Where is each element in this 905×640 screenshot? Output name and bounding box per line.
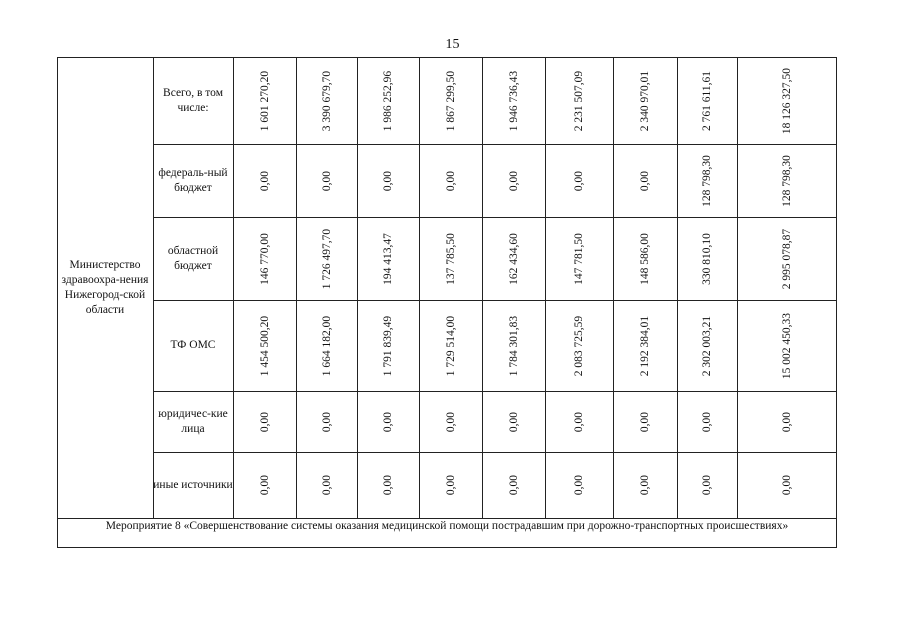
value-text: 0,00 (507, 411, 520, 432)
value-cell (613, 452, 677, 518)
budget-table (57, 57, 837, 548)
value-text: 18 126 327,50 (781, 67, 793, 134)
value-text: 1 986 252,96 (382, 70, 394, 131)
value-cell (482, 452, 545, 518)
value-text: 0,00 (639, 170, 651, 191)
value-text: 0,00 (573, 170, 585, 191)
funding-source-label: иные источники (153, 478, 233, 491)
funding-source-label: Всего, в том числе: (163, 86, 223, 114)
value-text: 1 784 301,83 (507, 315, 520, 376)
value-cell (357, 452, 419, 518)
value-cell (419, 300, 482, 391)
value-cell (482, 144, 545, 217)
value-cell (419, 391, 482, 452)
value-text: 137 785,50 (444, 232, 457, 285)
value-cell (737, 391, 837, 452)
ministry-cell: Министерство здравоохра-нения Нижегород-ской области (61, 258, 149, 316)
value-cell (545, 144, 613, 217)
value-cell (357, 57, 419, 144)
table-rule (57, 57, 58, 548)
funding-source-label: федераль-ный бюджет (158, 166, 228, 194)
value-cell (482, 57, 545, 144)
value-text: 2 340 970,01 (639, 70, 651, 131)
value-cell (233, 217, 296, 300)
value-cell (545, 217, 613, 300)
value-cell (233, 144, 296, 217)
value-cell (737, 452, 837, 518)
value-text: 0,00 (258, 411, 271, 432)
value-cell (677, 217, 737, 300)
funding-source-label: ТФ ОМС (170, 339, 216, 351)
value-cell (545, 452, 613, 518)
value-text: 0,00 (258, 170, 271, 191)
table-rule (57, 547, 837, 548)
value-cell (545, 391, 613, 452)
value-cell (296, 300, 357, 391)
value-text: 128 798,30 (701, 154, 713, 207)
value-cell (357, 217, 419, 300)
value-text: 2 192 384,01 (639, 315, 651, 376)
value-text: 0,00 (320, 170, 333, 191)
value-text: 0,00 (320, 411, 333, 432)
value-text: 0,00 (382, 474, 394, 496)
value-cell (737, 217, 837, 300)
value-text: 1 729 514,00 (444, 315, 457, 376)
funding-source-label: юридичес-кие лица (158, 407, 228, 435)
value-text: 1 867 299,50 (444, 70, 457, 131)
value-text: 0,00 (382, 170, 394, 191)
value-text: 0,00 (320, 474, 333, 496)
value-text: 2 761 611,61 (701, 70, 713, 131)
value-text: 15 002 450,33 (781, 312, 793, 379)
value-cell (233, 391, 296, 452)
value-cell (296, 144, 357, 217)
value-cell (296, 452, 357, 518)
value-text: 330 810,10 (701, 232, 713, 285)
value-text: 0,00 (573, 411, 585, 432)
value-text: 0,00 (781, 411, 793, 432)
value-cell (545, 300, 613, 391)
value-text: 0,00 (701, 411, 713, 432)
value-cell (357, 144, 419, 217)
value-cell (419, 217, 482, 300)
funding-source-label: областной бюджет (167, 244, 219, 272)
value-cell (233, 57, 296, 144)
value-text: 0,00 (573, 474, 585, 496)
event-title: Мероприятие 8 «Совершенствование системы оказания медицинской помощи пострадавшим при дорожно-транспортных происшествиях» (105, 520, 789, 532)
value-cell (613, 300, 677, 391)
value-cell (357, 300, 419, 391)
value-text: 1 726 497,70 (320, 228, 333, 289)
value-text: 2 083 725,59 (573, 315, 585, 376)
value-cell (482, 217, 545, 300)
value-cell (545, 57, 613, 144)
value-cell (419, 57, 482, 144)
value-cell (677, 452, 737, 518)
value-text: 147 781,50 (573, 232, 585, 285)
value-cell (357, 391, 419, 452)
value-text: 1 454 500,20 (258, 315, 271, 376)
value-text: 0,00 (382, 411, 394, 432)
value-cell (613, 144, 677, 217)
value-text: 2 231 507,09 (573, 70, 585, 131)
value-text: 2 995 078,87 (781, 228, 793, 289)
value-text: 128 798,30 (781, 154, 793, 207)
value-cell (737, 144, 837, 217)
value-text: 0,00 (507, 170, 520, 191)
value-cell (613, 57, 677, 144)
value-cell (296, 391, 357, 452)
value-cell (296, 217, 357, 300)
value-cell (613, 217, 677, 300)
value-cell (677, 300, 737, 391)
page-number: 15 (445, 37, 460, 52)
value-text: 194 413,47 (382, 232, 394, 285)
value-text: 0,00 (444, 170, 457, 191)
value-text: 1 946 736,43 (507, 70, 520, 131)
value-text: 2 302 003,21 (701, 315, 713, 376)
value-cell (677, 57, 737, 144)
value-cell (737, 57, 837, 144)
value-text: 0,00 (639, 411, 651, 432)
value-text: 0,00 (258, 474, 271, 496)
value-text: 0,00 (444, 411, 457, 432)
value-text: 1 601 270,20 (258, 70, 271, 131)
value-text: 162 434,60 (507, 232, 520, 285)
value-cell (233, 300, 296, 391)
value-text: 146 770,00 (258, 232, 271, 285)
value-text: 148 586,00 (639, 232, 651, 285)
value-text: 0,00 (781, 474, 793, 496)
value-text: 0,00 (701, 474, 713, 496)
value-cell (233, 452, 296, 518)
value-cell (677, 391, 737, 452)
value-cell (677, 144, 737, 217)
value-cell (296, 57, 357, 144)
value-cell (482, 391, 545, 452)
value-text: 1 664 182,00 (320, 315, 333, 376)
value-text: 0,00 (639, 474, 651, 496)
table-rule (57, 518, 837, 519)
value-cell (737, 300, 837, 391)
value-text: 0,00 (444, 474, 457, 496)
value-cell (419, 144, 482, 217)
value-cell (613, 391, 677, 452)
value-text: 3 390 679,70 (320, 70, 333, 131)
value-cell (482, 300, 545, 391)
value-cell (419, 452, 482, 518)
value-text: 1 791 839,49 (382, 315, 394, 376)
value-text: 0,00 (507, 474, 520, 496)
